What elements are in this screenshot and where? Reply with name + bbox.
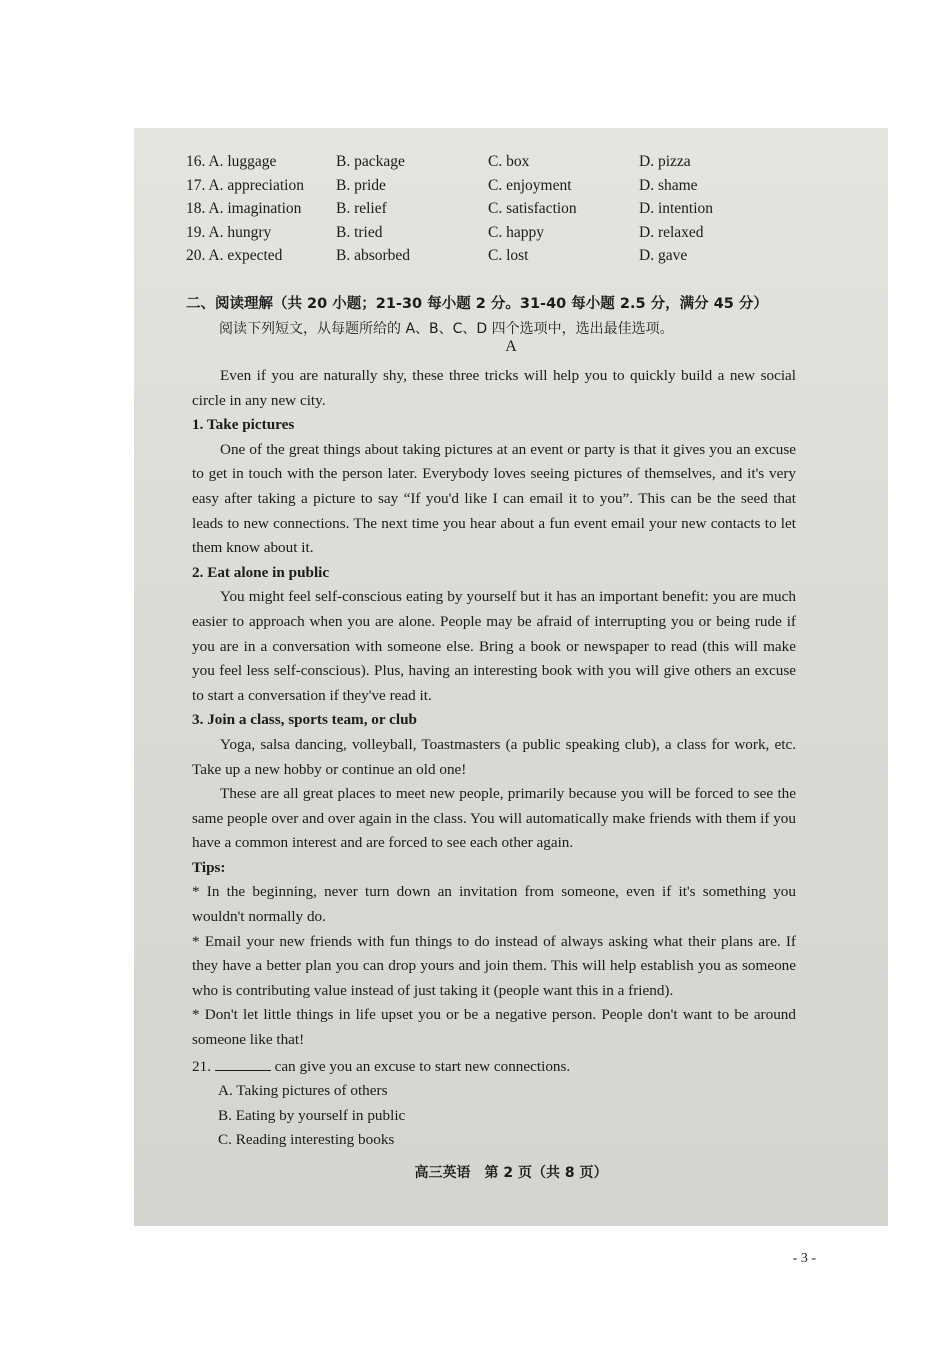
options-row-19 bbox=[186, 221, 826, 245]
option-a: 16. A. luggage bbox=[186, 153, 277, 170]
option-b: B. relief bbox=[336, 200, 387, 218]
option-a: 20. A. expected bbox=[186, 247, 283, 265]
passage-intro: Even if you are naturally shy, these three tricks will help you to quickly build a new social circle in any new city. bbox=[192, 367, 796, 409]
option-d: D. intention bbox=[639, 200, 714, 218]
option-d: D. shame bbox=[639, 176, 698, 194]
tip-2: * Email your new friends with fun things to do instead of always asking what their plans are. If they have a better plan you can drop yours and join them. This will help establish you as someone who is contributing value instead of just taking it (people want this in a friend). bbox=[192, 932, 796, 999]
options-row-16 bbox=[186, 150, 826, 174]
choice-c: C. Reading interesting books bbox=[218, 1131, 395, 1149]
section-heading: 二、阅读理解（共 20 小题；21-30 每小题 2 分。31-40 每小题 2.5 分，满分 45 分） bbox=[186, 296, 768, 312]
scanned-exam-page bbox=[134, 128, 888, 1226]
reading-passage bbox=[192, 364, 796, 1153]
options-row-17 bbox=[186, 174, 826, 198]
answer-blank bbox=[215, 1056, 271, 1071]
subheading-eat-alone: 2. Eat alone in public bbox=[192, 563, 330, 581]
option-c: C. happy bbox=[488, 223, 544, 241]
option-d: D. pizza bbox=[639, 153, 691, 170]
paragraph-take-pictures: One of the great things about taking pictures at an event or party is that it gives you an excuse to get in touch with the person later. Everybody loves seeing pictures of themselves, and it's very easy after taking a picture to say “If you'd like I can email it to you”. This can be the seed that leads to new connections. The next time you hear about a fun event email your new contacts to let them know about it. bbox=[192, 440, 796, 557]
option-b: B. package bbox=[336, 153, 405, 170]
choice-b: B. Eating by yourself in public bbox=[218, 1106, 406, 1124]
tip-3: * Don't let little things in life upset you or be a negative person. People don't want to be around someone like that! bbox=[192, 1006, 796, 1049]
subheading-take-pictures: 1. Take pictures bbox=[192, 416, 295, 434]
options-row-20 bbox=[186, 244, 826, 268]
options-table bbox=[186, 150, 826, 268]
option-b: B. tried bbox=[336, 223, 383, 241]
paragraph-join-class-1: Yoga, salsa dancing, volleyball, Toastmasters (a public speaking club), a class for work, etc. Take up a new hobby or continue an old one! bbox=[192, 735, 796, 778]
section-instruction: 阅读下列短文，从每题所给的 A、B、C、D 四个选项中，选出最佳选项。 bbox=[219, 321, 674, 337]
option-c: C. enjoyment bbox=[488, 176, 572, 194]
tip-1: * In the beginning, never turn down an invitation from someone, even if it's something you wouldn't normally do. bbox=[192, 883, 796, 926]
option-d: D. relaxed bbox=[639, 223, 704, 241]
option-b: B. absorbed bbox=[336, 247, 411, 265]
option-d: D. gave bbox=[639, 247, 688, 265]
option-a: 18. A. imagination bbox=[186, 200, 302, 218]
page-number: - 3 - bbox=[792, 1251, 816, 1266]
question-21 bbox=[192, 1055, 796, 1080]
question-21-choices bbox=[192, 1079, 796, 1153]
paragraph-eat-alone: You might feel self-conscious eating by yourself but it has an important benefit: you are much easier to approach when you are alone. People may be afraid of interrupting you or being rude if you are in a conversation with someone else. Bring a book or newspaper to read (this will make you feel less self-conscious). Plus, having an interesting book with you will give others an excuse to start a conversation if they've read it. bbox=[192, 588, 796, 704]
option-c: C. lost bbox=[488, 247, 529, 265]
option-c: C. box bbox=[488, 153, 530, 170]
page-footer: 高三英语 第 2 页（共 8 页） bbox=[414, 1165, 608, 1181]
choice-a: A. Taking pictures of others bbox=[218, 1082, 388, 1100]
option-b: B. pride bbox=[336, 176, 386, 194]
passage-letter: A bbox=[505, 338, 517, 355]
paragraph-join-class-2: These are all great places to meet new people, primarily because you will be forced to see the same people over and over again in the class. You will automatically make friends with them if you have a common interest and are forced to see each other again. bbox=[192, 785, 796, 852]
option-c: C. satisfaction bbox=[488, 200, 577, 218]
option-a: 19. A. hungry bbox=[186, 223, 272, 241]
question-number: 21. bbox=[192, 1057, 211, 1075]
options-row-18 bbox=[186, 197, 826, 221]
question-stem: can give you an excuse to start new connections. bbox=[274, 1057, 571, 1075]
tips-heading: Tips: bbox=[192, 858, 226, 876]
subheading-join-class: 3. Join a class, sports team, or club bbox=[192, 711, 418, 729]
option-a: 17. A. appreciation bbox=[186, 176, 304, 194]
